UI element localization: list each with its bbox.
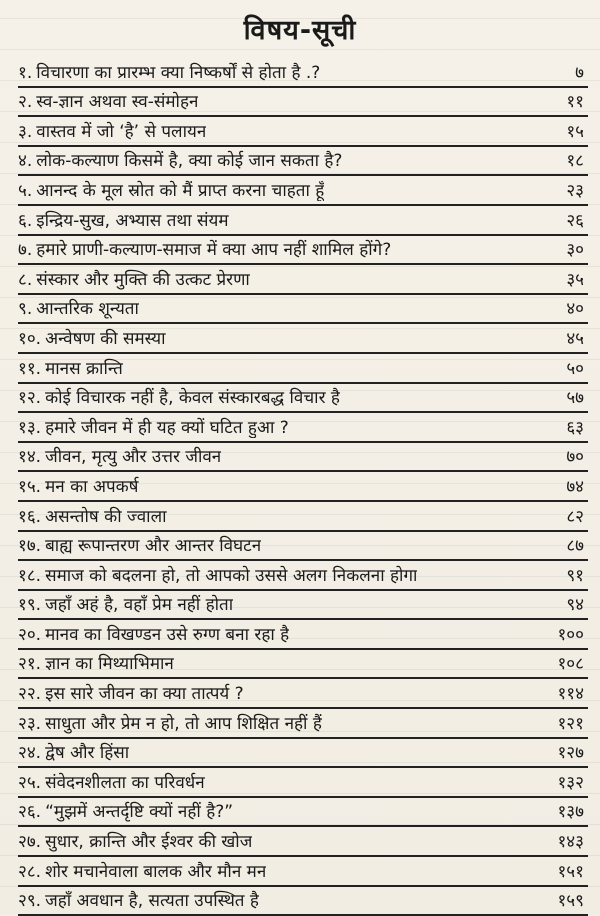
- toc-entry-label: [18, 681, 244, 704]
- toc-entry-number: १२.: [18, 388, 42, 409]
- toc-entry-page-number: १०८: [557, 654, 584, 675]
- toc-entry-title: इस सारे जीवन का क्या तात्पर्य ?: [45, 684, 244, 705]
- toc-entry: [18, 295, 588, 325]
- toc-entry-title: हमारे प्राणी-कल्याण-समाज में क्या आप नहीं शामिल होंगे?: [36, 240, 392, 261]
- toc-entry-label: [18, 237, 391, 260]
- toc-entry: [18, 236, 588, 266]
- toc-entry-number: ८.: [18, 269, 33, 290]
- toc-entry-page-number: ७०: [566, 447, 584, 468]
- toc-entry-number: ३.: [18, 121, 33, 142]
- toc-entry-page-number: ५७: [566, 388, 584, 409]
- toc-entry-page-number: १५: [566, 121, 584, 142]
- toc-entry-page-number: ९१: [566, 565, 584, 586]
- toc-entry-page-number: १४३: [557, 832, 584, 853]
- toc-entry-label: [18, 356, 123, 379]
- toc-entry-page-number: ११: [566, 92, 584, 113]
- toc-entry-number: १०.: [18, 328, 42, 349]
- toc-entry-title: अन्वेषण की समस्या: [45, 328, 166, 349]
- toc-entry-label: [18, 651, 174, 674]
- toc-entry-title: ज्ञान का मिथ्याभिमान: [45, 654, 174, 675]
- toc-entry-title: बाह्य रूपान्तरण और आन्तर विघटन: [45, 536, 262, 557]
- toc-entry-title: वास्तव में जो ‘है’ से पलायन: [36, 121, 207, 142]
- toc-entry: [18, 265, 588, 295]
- toc-entry-title: आन्तरिक शून्यता: [36, 299, 139, 320]
- toc-entry-page-number: १५९: [557, 891, 584, 912]
- toc-entry-label: [18, 859, 266, 882]
- toc-entry: [18, 147, 588, 177]
- toc-entry: [18, 206, 588, 236]
- toc-entry: [18, 472, 588, 502]
- toc-entry-label: [18, 148, 342, 171]
- toc-entry: [18, 679, 588, 709]
- toc-entry: [18, 709, 588, 739]
- toc-entry-page-number: ८७: [566, 536, 584, 557]
- toc-entry: [18, 176, 588, 206]
- toc-entry-page-number: ९४: [566, 595, 584, 616]
- toc-entry-label: [18, 444, 221, 467]
- toc-entry-page-number: ४५: [566, 328, 584, 349]
- toc-entry-label: [18, 415, 289, 438]
- toc-entry-number: २.: [18, 92, 33, 113]
- toc-entry-number: ६.: [18, 210, 33, 231]
- toc-entry: [18, 768, 588, 798]
- toc-entry-page-number: ३५: [566, 269, 584, 290]
- toc-entry: [18, 798, 588, 828]
- toc-entry: [18, 58, 588, 88]
- toc-entry-label: [18, 119, 206, 142]
- toc-entry-title: इन्द्रिय-सुख, अभ्यास तथा संयम: [36, 210, 229, 231]
- toc-entry: [18, 324, 588, 354]
- toc-entry-number: ५.: [18, 180, 33, 201]
- toc-entry-title: जहाँ अवधान है, सत्यता उपस्थित है: [45, 891, 259, 912]
- toc-entry-title: संवेदनशीलता का परिवर्धन: [45, 772, 205, 793]
- toc-entry: [18, 591, 588, 621]
- toc-entry-title: कोई विचारक नहीं है, केवल संस्कारबद्ध विचार है: [45, 388, 340, 409]
- toc-entry: [18, 857, 588, 887]
- toc-entry-label: [18, 770, 205, 793]
- toc-entry: [18, 502, 588, 532]
- toc-entry-title: जीवन, मृत्यु और उत्तर जीवन: [45, 447, 222, 468]
- toc-entry-page-number: ६३: [566, 417, 584, 438]
- toc-entry-label: [18, 888, 259, 911]
- toc-entry-number: २२.: [18, 684, 42, 705]
- toc-entry-page-number: १२७: [557, 743, 584, 764]
- toc-entry-label: [18, 60, 320, 83]
- toc-entry-label: [18, 533, 261, 556]
- toc-entry-number: १९.: [18, 595, 42, 616]
- toc-entry-number: १५.: [18, 476, 42, 497]
- toc-entry-title: संस्कार और मुक्ति की उत्कट प्रेरणा: [36, 269, 250, 290]
- toc-entry-label: [18, 504, 167, 527]
- toc-entry-title: आनन्द के मूल स्रोत को मैं प्राप्त करना चाहता हूँ: [36, 180, 325, 201]
- toc-entry-title: द्वेष और हिंसा: [45, 743, 130, 764]
- toc-entry-label: [18, 267, 250, 290]
- toc-entry-page-number: १००: [557, 624, 584, 645]
- toc-entry-label: [18, 829, 252, 852]
- toc-entry-number: १८.: [18, 565, 42, 586]
- toc-entry-page-number: १५१: [557, 861, 584, 882]
- toc-entry-page-number: ३०: [566, 240, 584, 261]
- toc-entry-label: [18, 208, 229, 231]
- toc-entry: [18, 620, 588, 650]
- toc-entry-label: [18, 89, 198, 112]
- toc-entry-number: २३.: [18, 713, 42, 734]
- toc-entry-number: २६.: [18, 802, 42, 823]
- toc-entry-title: हमारे जीवन में ही यह क्यों घटित हुआ ?: [45, 417, 289, 438]
- toc-entry-number: १३.: [18, 417, 42, 438]
- toc-entry-title: लोक-कल्याण किसमें है, क्या कोई जान सकता है?: [36, 151, 343, 172]
- toc-entry-label: [18, 296, 139, 319]
- toc-entry: [18, 443, 588, 473]
- toc-entry-title: असन्तोष की ज्वाला: [45, 506, 167, 527]
- toc-entry-number: ९.: [18, 299, 33, 320]
- toc-entry-page-number: ५०: [566, 358, 584, 379]
- table-of-contents: [18, 58, 588, 916]
- toc-entry: [18, 354, 588, 384]
- toc-entry-number: १४.: [18, 447, 42, 468]
- toc-entry: [18, 413, 588, 443]
- toc-entry-label: [18, 740, 129, 763]
- toc-entry-page-number: ७४: [566, 476, 584, 497]
- toc-entry-title: मानव का विखण्डन उसे रुग्ण बना रहा है: [45, 624, 290, 645]
- toc-entry-label: [18, 563, 417, 586]
- toc-entry: [18, 532, 588, 562]
- toc-entry-label: [18, 711, 322, 734]
- toc-entry-page-number: ४०: [566, 299, 584, 320]
- toc-entry: [18, 887, 588, 916]
- toc-entry: [18, 88, 588, 118]
- toc-entry-number: ७.: [18, 240, 33, 261]
- toc-entry-page-number: २६: [566, 210, 584, 231]
- toc-entry-label: [18, 799, 233, 822]
- toc-entry-page-number: ८२: [566, 506, 584, 527]
- toc-entry-number: ४.: [18, 151, 33, 172]
- toc-entry-title: साधुता और प्रेम न हो, तो आप शिक्षित नहीं हैं: [45, 713, 322, 734]
- toc-entry: [18, 650, 588, 680]
- toc-entry: [18, 827, 588, 857]
- toc-entry-title: मन का अपकर्ष: [45, 476, 139, 497]
- toc-entry-title: समाज को बदलना हो, तो आपको उससे अलग निकलना होगा: [45, 565, 418, 586]
- toc-entry-page-number: ११४: [557, 684, 584, 705]
- toc-entry-number: २०.: [18, 624, 42, 645]
- toc-entry-number: २४.: [18, 743, 42, 764]
- toc-entry-page-number: १३७: [557, 802, 584, 823]
- toc-entry-label: [18, 592, 233, 615]
- toc-entry-page-number: १२१: [557, 713, 584, 734]
- toc-entry-title: स्व-ज्ञान अथवा स्व-संमोहन: [36, 92, 199, 113]
- toc-entry: [18, 739, 588, 769]
- toc-entry-label: [18, 178, 324, 201]
- toc-entry-title: सुधार, क्रान्ति और ईश्वर की खोज: [45, 832, 253, 853]
- toc-entry-title: शोर मचानेवाला बालक और मौन मन: [45, 861, 267, 882]
- toc-entry-label: [18, 326, 166, 349]
- toc-entry-number: १६.: [18, 506, 42, 527]
- toc-entry-title: जहाँ अहं है, वहाँ प्रेम नहीं होता: [45, 595, 234, 616]
- toc-entry-page-number: १८: [566, 151, 584, 172]
- toc-entry-page-number: २३: [566, 180, 584, 201]
- toc-entry-label: [18, 385, 340, 408]
- toc-entry-title: मानस क्रान्ति: [45, 358, 123, 379]
- toc-entry: [18, 117, 588, 147]
- toc-entry-label: [18, 474, 139, 497]
- toc-entry: [18, 561, 588, 591]
- toc-entry-number: २५.: [18, 772, 42, 793]
- toc-entry-label: [18, 622, 289, 645]
- toc-entry-title: “मुझमें अन्तर्दृष्टि क्यों नहीं है?”: [45, 802, 234, 823]
- toc-entry: [18, 384, 588, 414]
- toc-entry-number: १७.: [18, 536, 42, 557]
- toc-entry-page-number: १३२: [557, 772, 584, 793]
- toc-entry-number: २८.: [18, 861, 42, 882]
- toc-entry-number: २१.: [18, 654, 42, 675]
- toc-entry-number: १.: [18, 62, 33, 83]
- toc-entry-page-number: ७: [575, 62, 584, 83]
- page-title: विषय-सूची: [243, 15, 357, 46]
- toc-entry-number: २७.: [18, 832, 42, 853]
- toc-entry-number: २९.: [18, 891, 42, 912]
- toc-entry-number: ११.: [18, 358, 42, 379]
- toc-entry-title: विचारणा का प्रारम्भ क्या निष्कर्षों से होता है .?: [36, 62, 321, 83]
